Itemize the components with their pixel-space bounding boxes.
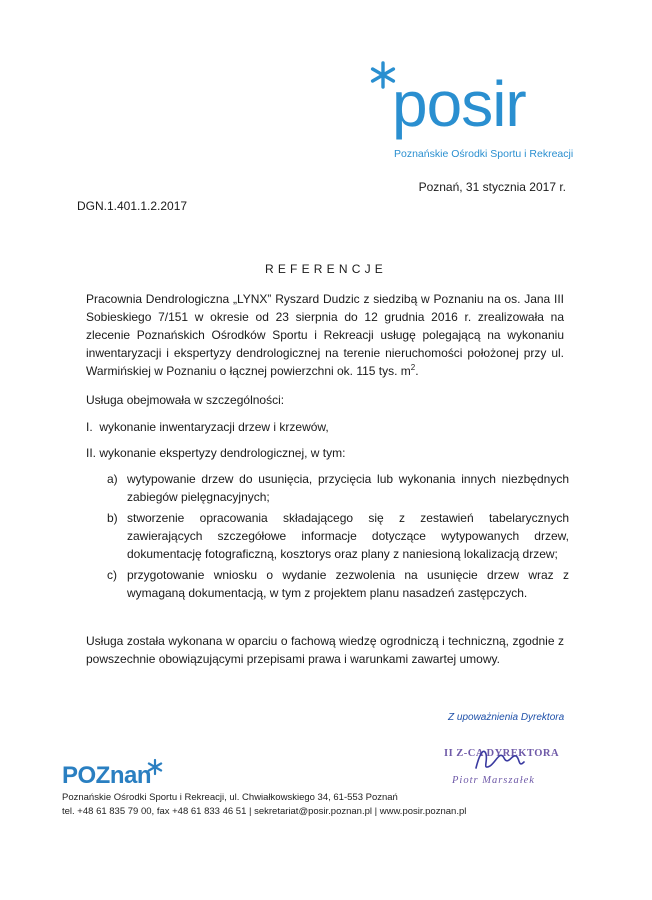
authorization-note: Z upoważnienia Dyrektora	[448, 712, 565, 723]
signature-stamp	[444, 748, 564, 794]
list-item: II. wykonanie ekspertyzy dendrologicznej, w tym:	[86, 446, 346, 460]
logo-wordmark: posir	[392, 68, 526, 140]
footer-contact-line: tel. +48 61 835 79 00, fax +48 61 833 46 51 | sekretariat@posir.poznan.pl | www.posir.poznan.pl	[62, 806, 467, 817]
list-item: I. wykonanie inwentaryzacji drzew i krzewów,	[86, 420, 329, 434]
city-logo-wordmark: POZnan	[62, 762, 152, 789]
stamp-name: Piotr Marszałek	[452, 775, 535, 786]
posir-logo	[368, 60, 628, 164]
letter-body	[86, 290, 564, 462]
reference-number: DGN.1.401.1.2.2017	[77, 199, 188, 213]
letter-date: Poznań, 31 stycznia 2017 r.	[418, 180, 566, 194]
poznan-city-logo	[62, 760, 172, 790]
footer-contact	[62, 791, 466, 819]
footer-address: Poznańskie Ośrodki Sportu i Rekreacji, ul. Chwiałkowskiego 34, 61-553 Poznań	[62, 792, 398, 803]
intro-paragraph: Pracownia Dendrologiczna „LYNX” Ryszard Dudzic z siedzibą w Poznaniu na os. Jana III Sobieskiego 7/151 w okresie od 23 sierpnia do 12 grudnia 2016 r. zrealizowała na zlecenie Poznańskich Ośrodków Sportu i Rekreacji usługę polegającą na wykonaniu inwentaryzacji i ekspertyzy dendrologicznej na terenie nieruchomości położonej przy ul. Warmińskiej w Poznaniu o łącznej powierzchni ok. 115 tys. $m^2$.	[86, 292, 564, 378]
asterisk-icon	[146, 758, 164, 776]
closing-paragraph: Usługa została wykonana w oparciu o fachową wiedzę ogrodniczą i techniczną, zgodnie z powszechnie obowiązującymi przepisami prawa i warunkami zawartej umowy.	[86, 634, 564, 666]
document-title: REFERENCJE	[264, 262, 387, 276]
handwritten-signature	[470, 744, 530, 774]
stamp-title: II Z-CA DYREKTORA	[444, 748, 560, 759]
scope-intro: Usługa obejmowała w szczególności:	[86, 393, 285, 407]
logo-subtitle: Poznańskie Ośrodki Sportu i Rekreacji	[394, 148, 574, 160]
